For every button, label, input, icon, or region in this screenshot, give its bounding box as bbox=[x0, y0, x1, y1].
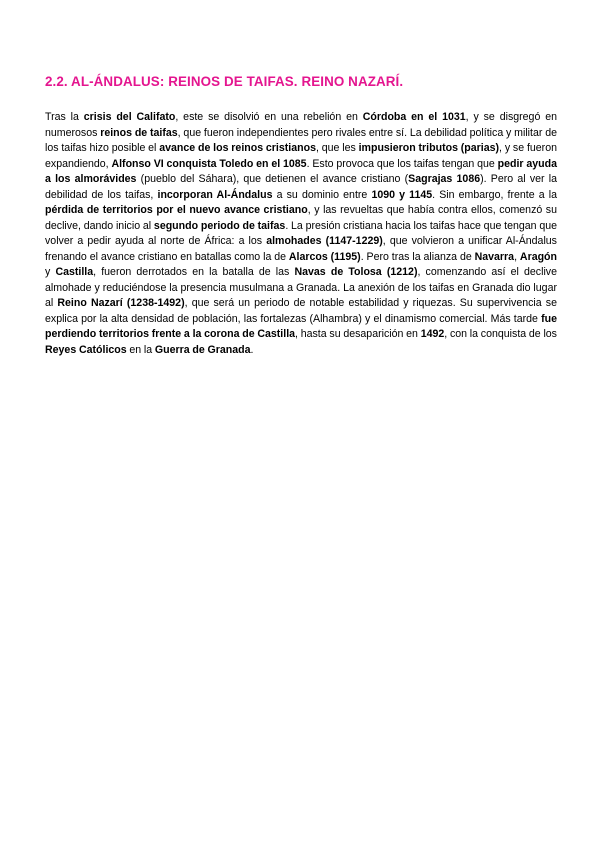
bold-segment: Alarcos (1195) bbox=[288, 250, 361, 263]
bold-segment: impusieron tributos (parias) bbox=[358, 142, 500, 154]
bold-segment: 1492 bbox=[420, 328, 445, 340]
text-segment: , este se disolvió en una rebelión en bbox=[175, 111, 363, 123]
text-segment: en la bbox=[126, 343, 155, 356]
text-segment: , fueron derrotados en la batalla de las bbox=[93, 266, 295, 278]
text-segment: , que volvieron a unificar Al-Ándalus frenando el avance cristiano en batallas como la de bbox=[45, 235, 557, 263]
text-segment: , comenzando así el declive almohade y reduciéndose la presencia musulmana a Granada. La anexión de los taifas en Granada dio lugar al bbox=[45, 266, 557, 309]
bold-segment: Sagrajas 1086 bbox=[408, 173, 481, 185]
text-segment: . La presión cristiana hacia los taifas hace que tengan que volver a pedir ayuda al norte de África: a los bbox=[45, 219, 558, 247]
text-segment: , bbox=[514, 250, 520, 263]
bold-segment: Reino Nazarí (1238-1492) bbox=[57, 297, 185, 309]
bold-segment: incorporan Al-Ándalus bbox=[157, 188, 273, 201]
text-segment: , con la conquista de los bbox=[444, 328, 557, 340]
text-segment: , y se fueron expandiendo, bbox=[45, 142, 557, 170]
bold-segment: crisis del Califato bbox=[83, 111, 176, 123]
bold-segment: almohades (1147-1229) bbox=[266, 235, 383, 247]
text-segment: ). Pero al ver la debilidad de los taifas, bbox=[45, 173, 558, 201]
bold-segment: segundo periodo de taifas bbox=[153, 219, 286, 232]
text-segment: , que será un periodo de notable estabilidad y riquezas. Su supervivencia se explica por la alta densidad de población, las fortalezas (Alhambra) y el dinamismo comercial. Más tarde bbox=[45, 297, 557, 325]
bold-segment: Castilla bbox=[55, 266, 94, 278]
text-segment: , hasta su desaparición en bbox=[295, 328, 421, 340]
text-segment: a su dominio entre bbox=[272, 188, 372, 201]
text-segment: . Sin embargo, frente a la bbox=[432, 188, 558, 201]
bold-segment: Alfonso VI conquista Toledo en el 1085 bbox=[111, 157, 307, 170]
bold-segment: Reyes Católicos bbox=[45, 343, 127, 356]
body-paragraph bbox=[45, 110, 557, 358]
bold-segment: Navarra bbox=[474, 250, 515, 263]
text-segment: Tras la bbox=[45, 111, 84, 123]
bold-segment: pérdida de territorios por el nuevo avance cristiano bbox=[45, 204, 308, 216]
bold-segment: pedir ayuda a los almorávides bbox=[45, 157, 557, 185]
text-segment: . Pero tras la alianza de bbox=[360, 250, 475, 263]
bold-segment: Guerra de Granada bbox=[154, 343, 251, 356]
bold-segment: 1090 y 1145 bbox=[371, 188, 433, 201]
bold-segment: Navas de Tolosa (1212) bbox=[294, 266, 418, 278]
bold-segment: reinos de taifas bbox=[100, 126, 178, 139]
text-segment: . bbox=[250, 343, 254, 356]
bold-segment: Córdoba en el 1031 bbox=[362, 111, 466, 123]
text-segment: , que les bbox=[315, 142, 359, 154]
section-title: 2.2. AL-ÁNDALUS: REINOS DE TAIFAS. REINO NAZARÍ. bbox=[45, 74, 404, 89]
bold-segment: avance de los reinos cristianos bbox=[159, 142, 316, 154]
text-segment: (pueblo del Sáhara), que detienen el avance cristiano ( bbox=[136, 173, 409, 185]
text-segment: , que fueron independientes pero rivales entre sí. La debilidad política y militar de los taifas hizo posible el bbox=[45, 126, 557, 154]
text-segment: , y las revueltas que había contra ellos, comenzó su declive, dando inicio al bbox=[45, 204, 557, 232]
text-segment: . Esto provoca que los taifas tengan que bbox=[306, 157, 498, 170]
text-segment: y bbox=[45, 266, 56, 278]
text-segment: , y se disgregó en numerosos bbox=[45, 111, 557, 139]
bold-segment: Aragón bbox=[519, 250, 557, 263]
bold-segment: fue perdiendo territorios frente a la corona de Castilla bbox=[45, 312, 557, 340]
